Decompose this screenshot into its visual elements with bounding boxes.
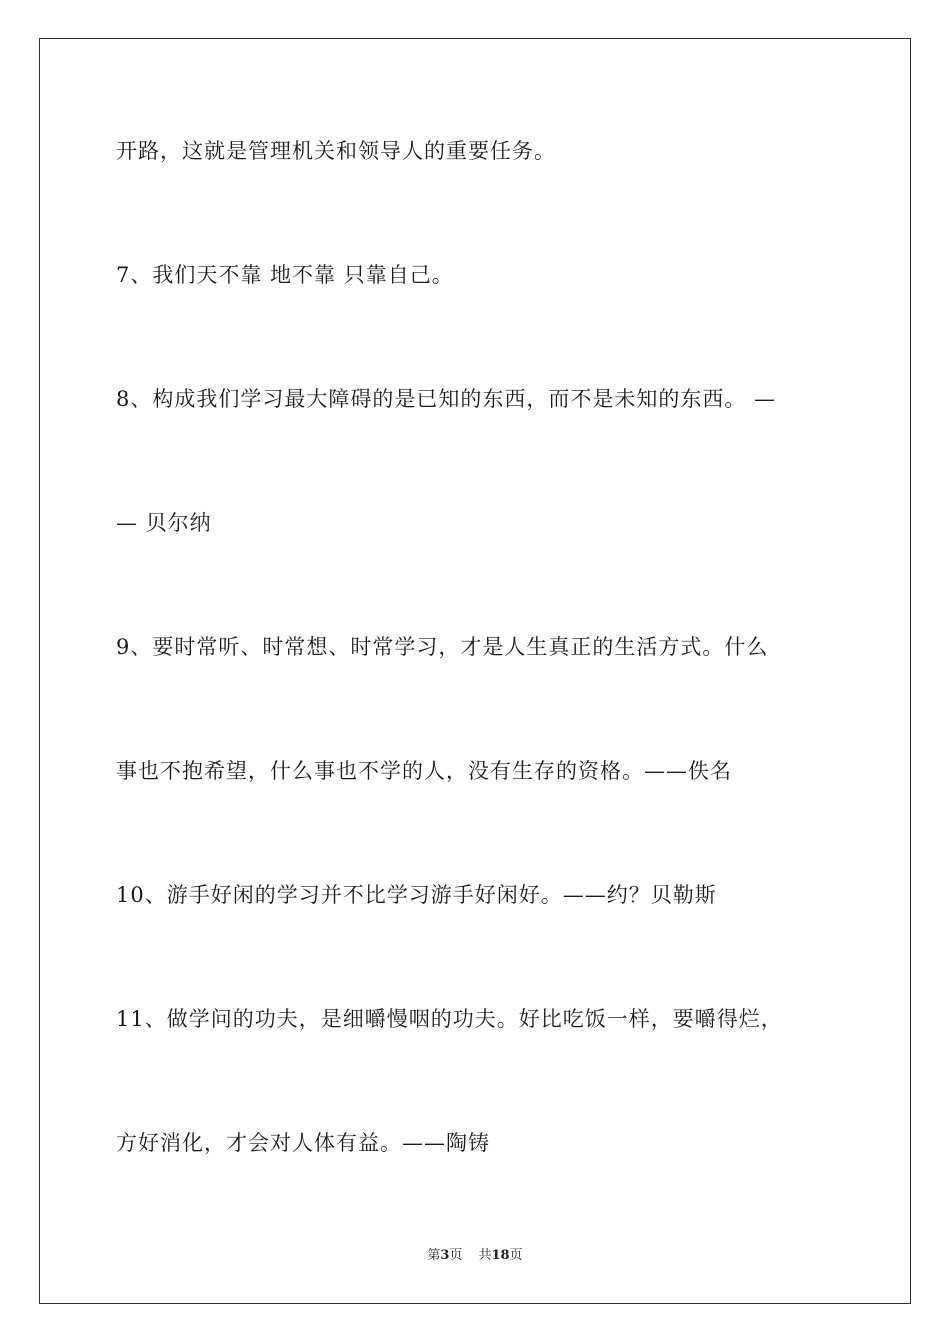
text-line-7: 10、游手好闲的学习并不比学习游手好闲好。——约？贝勒斯 bbox=[116, 883, 717, 907]
text-line-6: 事也不抱希望，什么事也不学的人，没有生存的资格。——佚名 bbox=[116, 759, 732, 783]
total-pages: 18 bbox=[491, 1248, 510, 1263]
page-number: 3 bbox=[440, 1248, 450, 1263]
text-line-5: 9、要时常听、时常想、时常学习，才是人生真正的生活方式。什么 bbox=[116, 635, 769, 659]
total-label-suffix: 页 bbox=[509, 1248, 523, 1263]
text-line-3: 8、构成我们学习最大障碍的是已知的东西，而不是未知的东西。 — bbox=[116, 387, 777, 411]
text-line-4: — 贝尔纳 bbox=[116, 511, 212, 535]
page-label-prefix: 第 bbox=[427, 1248, 441, 1263]
page-label-suffix: 页 bbox=[449, 1248, 463, 1263]
text-line-1: 开路，这就是管理机关和领导人的重要任务。 bbox=[116, 139, 556, 163]
text-line-8: 11、做学问的功夫，是细嚼慢咽的功夫。好比吃饭一样，要嚼得烂， bbox=[116, 1007, 783, 1031]
page-footer bbox=[0, 1247, 950, 1265]
text-line-2: 7、我们天不靠 地不靠 只靠自己。 bbox=[116, 263, 454, 287]
page-border bbox=[39, 38, 911, 1304]
total-label-prefix: 共 bbox=[478, 1248, 492, 1263]
text-line-9: 方好消化，才会对人体有益。——陶铸 bbox=[116, 1131, 490, 1155]
